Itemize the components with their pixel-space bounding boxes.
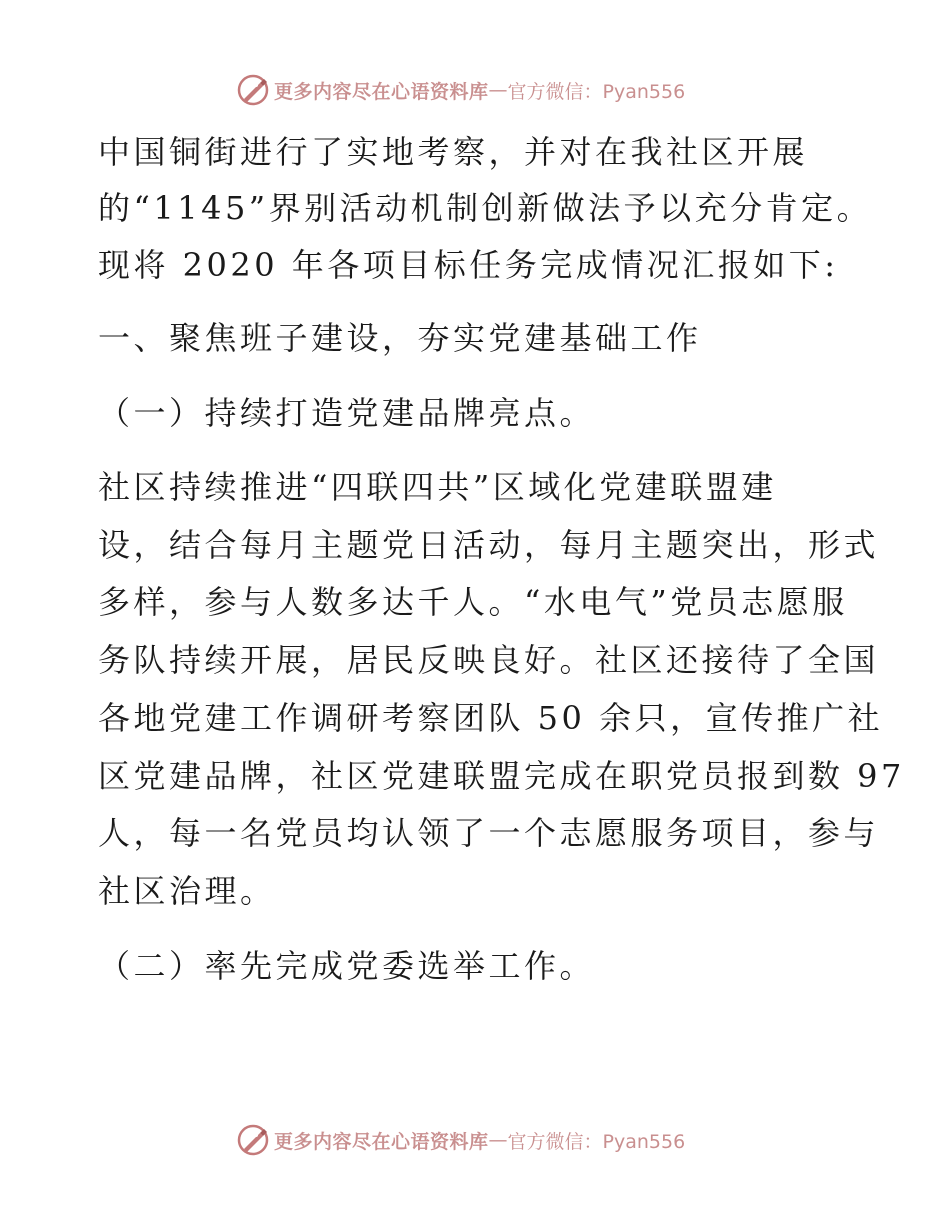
text-line: 人，每一名党员均认领了一个志愿服务项目，参与 xyxy=(98,814,880,852)
text-line: 区党建品牌，社区党建联盟完成在职党员报到数 97 xyxy=(98,757,905,795)
text-line: 社区治理。 xyxy=(98,872,276,910)
text-line: 各地党建工作调研考察团队 50 余只，宣传推广社 xyxy=(98,699,884,737)
text-line: 社区持续推进“四联四共”区域化党建联盟建 xyxy=(98,468,777,506)
section-heading: 一、聚焦班子建设，夯实党建基础工作 xyxy=(98,319,702,357)
subsection-heading: （二）率先完成党委选举工作。 xyxy=(98,947,596,985)
watermark-wechat: 官方微信：Pyan556 xyxy=(507,1130,686,1153)
text-line: 务队持续开展，居民反映良好。社区还接待了全国 xyxy=(98,641,880,679)
watermark-text: 更多内容尽在心语资料库 xyxy=(274,80,489,103)
text-line: 多样，参与人数多达千人。“水电气”党员志愿服 xyxy=(98,583,848,621)
watermark-text: 更多内容尽在心语资料库 xyxy=(274,1130,489,1153)
text-line: 现将 2020 年各项目标任务完成情况汇报如下: xyxy=(98,246,839,284)
watermark-separator: — xyxy=(488,1129,508,1151)
text-line: 中国铜街进行了实地考察，并对在我社区开展 xyxy=(98,133,809,171)
text-line: 的“1145”界别活动机制创新做法予以充分肯定。 xyxy=(98,189,873,227)
header-watermark-banner xyxy=(236,72,685,108)
pen-in-circle-icon xyxy=(236,73,270,107)
text-line: 设，结合每月主题党日活动，每月主题突出，形式 xyxy=(98,526,880,564)
subsection-heading: （一）持续打造党建品牌亮点。 xyxy=(98,394,596,432)
watermark-separator: — xyxy=(488,79,508,101)
footer-watermark-banner xyxy=(236,1122,685,1158)
watermark-wechat: 官方微信：Pyan556 xyxy=(507,80,686,103)
pen-in-circle-icon xyxy=(236,1123,270,1157)
